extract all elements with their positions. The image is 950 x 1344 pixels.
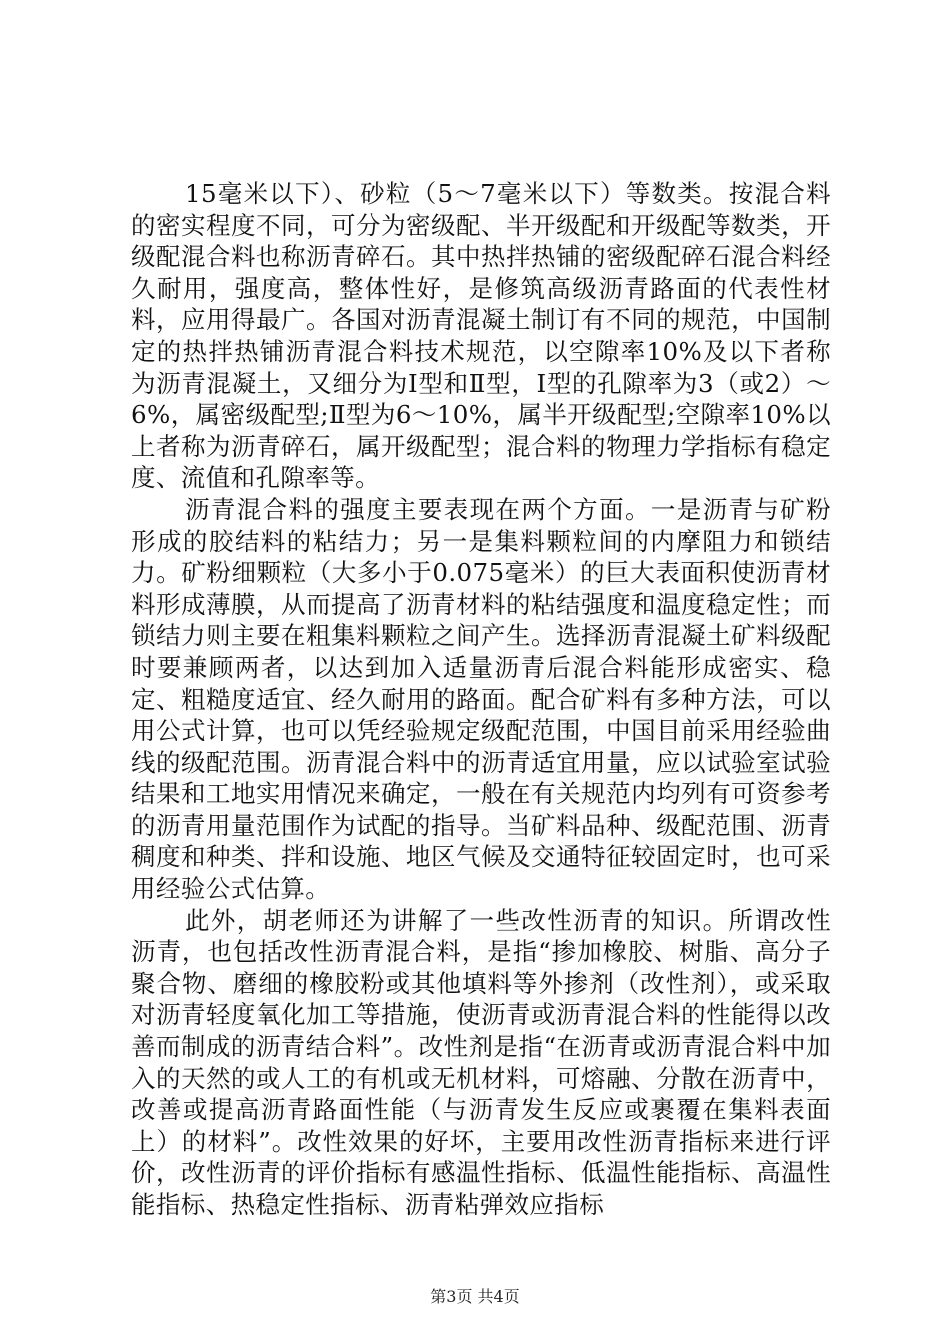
page-number-footer: 第3页 共4页	[430, 1287, 520, 1306]
paragraph-2: 沥青混合料的强度主要表现在两个方面。一是沥青与矿粉形成的胶结料的粘结力；另一是集料颗粒间的内摩阻力和锁结力。矿粉细颗粒（大多小于0.075毫米）的巨大表面积使沥青材料形成薄膜，从而提高了沥青材料的粘结强度和温度稳定性；而锁结力则主要在粗集料颗粒之间产生。选择沥青混凝土矿料级配时要兼顾两者，以达到加入适量沥青后混合料能形成密实、稳定、粗糙度适宜、经久耐用的路面。配合矿料有多种方法，可以用公式计算，也可以凭经验规定级配范围，中国目前采用经验曲线的级配范围。沥青混合料中的沥青适宜用量，应以试验室试验结果和工地实用情况来确定，一般在有关规范内均列有可资参考的沥青用量范围作为试配的指导。当矿料品种、级配范围、沥青稠度和种类、拌和设施、地区气候及交通特征较固定时，也可采用经验公式估算。	[131, 494, 831, 904]
paragraph-1: 15毫米以下）、砂粒（5～7毫米以下）等数类。按混合料的密实程度不同，可分为密级配、半开级配和开级配等数类，开级配混合料也称沥青碎石。其中热拌热铺的密级配碎石混合料经久耐用，强度高，整体性好，是修筑高级沥青路面的代表性材料，应用得最广。各国对沥青混凝土制订有不同的规范，中国制定的热拌热铺沥青混合料技术规范，以空隙率10%及以下者称为沥青混凝土，又细分为Ⅰ型和Ⅱ型，Ⅰ型的孔隙率为3（或2）～6%，属密级配型;Ⅱ型为6～10%，属半开级配型;空隙率10%以上者称为沥青碎石，属开级配型；混合料的物理力学指标有稳定度、流值和孔隙率等。	[131, 179, 831, 493]
document-body	[131, 178, 831, 1221]
paragraph-3: 此外，胡老师还为讲解了一些改性沥青的知识。所谓改性沥青，也包括改性沥青混合料，是指“掺加橡胶、树脂、高分子聚合物、磨细的橡胶粉或其他填料等外掺剂（改性剂），或采取对沥青轻度氧化加工等措施，使沥青或沥青混合料的性能得以改善而制成的沥青结合料”。改性剂是指“在沥青或沥青混合料中加入的天然的或人工的有机或无机材料，可熔融、分散在沥青中，改善或提高沥青路面性能（与沥青发生反应或裹覆在集料表面上）的材料”。改性效果的好坏，主要用改性沥青指标来进行评价，改性沥青的评价指标有感温性指标、低温性能指标、高温性能指标、热稳定性指标、沥青粘弹效应指标	[131, 905, 831, 1219]
